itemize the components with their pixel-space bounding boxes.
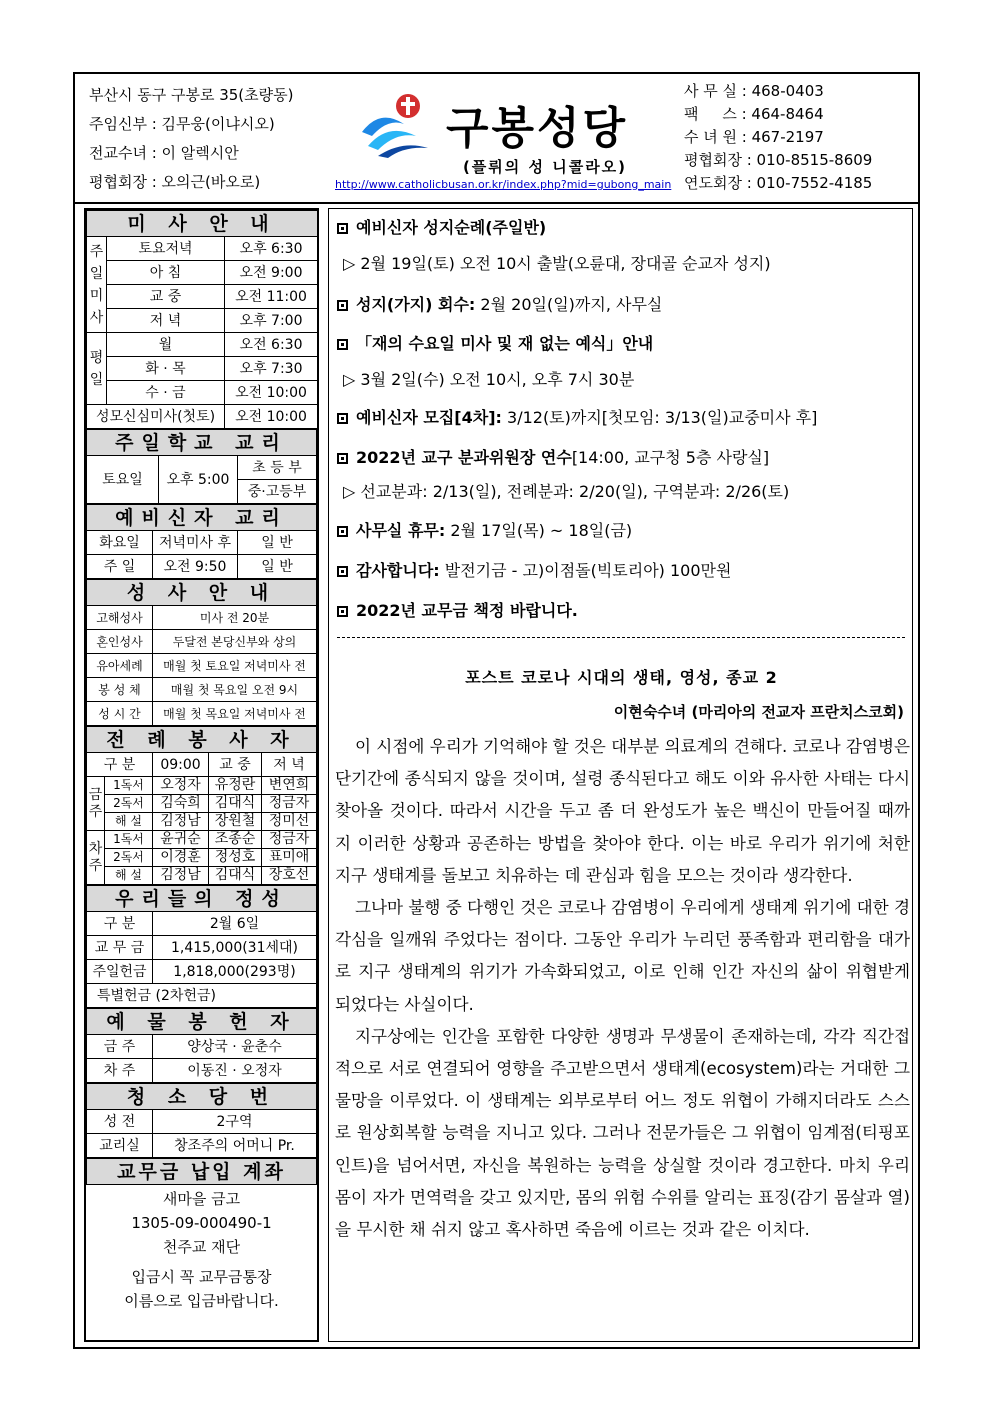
square-bullet-icon bbox=[337, 413, 348, 424]
notice-item bbox=[337, 558, 731, 581]
square-bullet-icon bbox=[337, 526, 348, 537]
class-group: 일 반 bbox=[238, 555, 317, 579]
cleaning-group: 창조주의 어머니 Pr. bbox=[153, 1134, 317, 1158]
server: 오정자 bbox=[153, 777, 209, 795]
server: 변연희 bbox=[262, 777, 317, 795]
article-author: 이현숙수녀 (마리아의 전교자 프란치스코회) bbox=[613, 703, 904, 721]
sacrament-name: 고해성사 bbox=[87, 606, 153, 630]
gift-week: 차 주 bbox=[87, 1059, 153, 1083]
deposit-notice: 입금시 꼭 교무금통장 bbox=[131, 1268, 272, 1286]
notice-heading: 「재의 수요일 미사 및 재 없는 예식」안내 bbox=[356, 334, 654, 353]
server: 김대식 bbox=[209, 867, 262, 885]
school-time: 오후 5:00 bbox=[159, 456, 238, 504]
mass-name: 교 중 bbox=[107, 285, 225, 309]
notice-text: 2월 17일(목) ~ 18일(금) bbox=[445, 521, 633, 540]
class-day: 주 일 bbox=[87, 555, 153, 579]
server: 김숙희 bbox=[153, 795, 209, 813]
news-column bbox=[328, 208, 913, 1342]
notice-text: 발전기금 - 고)이점돌(빅토리아) 100만원 bbox=[439, 561, 732, 580]
article-paragraph: 그나마 불행 중 다행인 것은 코로나 감염병이 우리에게 생태계 위기에 대한 경각심을 일깨워 주었다는 점이다. 그동안 우리가 누리던 풍족함과 편리함을 대가로 지구 생태계의 위기가 가속화되었고, 이로 인해 인간 자신의 삶이 위협받게 되었다는 사실이다. bbox=[335, 898, 910, 1014]
special-mass-time: 오전 10:00 bbox=[225, 405, 318, 429]
notice-detail: ▷ 선교분과: 2/13(일), 전례분과: 2/20(일), 구역분과: 2/26(토) bbox=[343, 482, 790, 501]
account-number: 1305-09-000490-1 bbox=[131, 1214, 272, 1232]
notice-item bbox=[337, 518, 632, 541]
notice-text: 3/12(토)까지[첫모임: 3/13(일)교중미사 후] bbox=[501, 408, 818, 427]
church-logo-icon bbox=[358, 88, 444, 160]
square-bullet-icon bbox=[337, 566, 348, 577]
parish-url-link[interactable]: http://www.catholicbusan.or.kr/index.php?mid=gubong_main bbox=[335, 178, 672, 191]
server: 이경훈 bbox=[153, 849, 209, 867]
notice-heading: 예비신자 모집[4차]: bbox=[356, 408, 502, 427]
mass-table bbox=[86, 210, 318, 429]
deposit-notice: 이름으로 입금바랍니다. bbox=[124, 1292, 279, 1310]
offering-label: 교 무 금 bbox=[87, 936, 153, 960]
special-mass-name: 성모신심미사(첫토) bbox=[87, 405, 225, 429]
notice-item bbox=[337, 598, 578, 621]
sunday-school-table bbox=[86, 429, 317, 504]
sacrament-info: 매월 첫 목요일 오전 9시 bbox=[153, 678, 317, 702]
mass-time: 오전 6:30 bbox=[225, 333, 318, 357]
server: 표미애 bbox=[262, 849, 317, 867]
liturgy-head: 09:00 bbox=[153, 753, 209, 777]
sister: 전교수녀 : 이 알렉시안 bbox=[89, 144, 239, 162]
notice-item bbox=[337, 331, 653, 354]
account-title: 교무금 납입 계좌 bbox=[87, 1159, 317, 1185]
bulletin-frame bbox=[73, 72, 920, 1349]
notice-heading: 2022년 교무금 책정 바랍니다. bbox=[356, 601, 578, 620]
sacrament-info: 미사 전 20분 bbox=[153, 606, 317, 630]
mass-name: 토요저녁 bbox=[107, 237, 225, 261]
notice-item bbox=[337, 445, 769, 468]
liturgy-head: 저 녁 bbox=[262, 753, 317, 777]
role: 2독서 bbox=[105, 849, 153, 867]
notice-heading: 2022년 교구 분과위원장 연수 bbox=[356, 448, 572, 467]
role: 1독서 bbox=[105, 831, 153, 849]
notice-detail: ▷ 2월 19일(토) 오전 10시 출발(오륜대, 장대골 순교자 성지) bbox=[343, 254, 771, 273]
catechumen-table bbox=[86, 504, 317, 579]
cleaning-place: 교리실 bbox=[87, 1134, 153, 1158]
server: 윤귀순 bbox=[153, 831, 209, 849]
offering-value: 1,415,000(31세대) bbox=[153, 936, 317, 960]
mass-time: 오후 7:00 bbox=[225, 309, 318, 333]
notice-text: 2월 20일(일)까지, 사무실 bbox=[475, 295, 663, 314]
office-phone: 사 무 실 : 468-0403 bbox=[684, 82, 824, 100]
mass-time: 오전 10:00 bbox=[225, 381, 318, 405]
offering-title: 우리들의 정성 bbox=[87, 886, 317, 912]
gifts-title: 예 물 봉 헌 자 bbox=[87, 1009, 317, 1035]
notice-item bbox=[337, 405, 817, 428]
class-group: 일 반 bbox=[238, 531, 317, 555]
school-group: 초 등 부 bbox=[238, 456, 317, 480]
server: 김대식 bbox=[209, 795, 262, 813]
notice-item bbox=[337, 292, 662, 315]
liturgy-title: 전 례 봉 사 자 bbox=[87, 727, 317, 753]
council-president: 평협회장 : 오의근(바오로) bbox=[89, 173, 261, 191]
server: 유정란 bbox=[209, 777, 262, 795]
divider bbox=[337, 637, 905, 638]
article-paragraph: 지구상에는 인간을 포함한 다양한 생명과 무생물이 존재하는데, 각각 직간접적으로 서로 연결되어 영향을 주고받으면서 생태계(ecosystem)라는 거대한 그물망을 이루었다. 이 생태계는 외부로부터 어느 정도 위협이 가해지더라도 스스로 원상회복할 능력을 지니고 있다. 그러나 전문가들은 그 위협이 임계점(티핑포인트)을 넘어서면, 자신을 복원하는 능력을 상실할 것이라 경고한다. 마치 우리 몸이 자가 면역력을 갖고 있지만, 몸의 위험 수위를 알리는 표징(감기 몸살과 열)을 무시한 채 쉬지 않고 혹사하면 죽음에 이르는 것과 같은 이치다. bbox=[335, 1026, 910, 1240]
council-phone: 평협회장 : 010-8515-8609 bbox=[684, 151, 873, 169]
sacraments-table bbox=[86, 579, 317, 726]
notice-heading: 성지(가지) 회수: bbox=[356, 295, 476, 314]
sacrament-name: 봉 성 체 bbox=[87, 678, 153, 702]
school-group: 중·고등부 bbox=[238, 480, 317, 504]
gift-offerers-table bbox=[86, 1008, 317, 1083]
cleaning-group: 2구역 bbox=[153, 1110, 317, 1134]
sunday-school-title: 주일학교 교리 bbox=[87, 430, 317, 456]
sacrament-info: 매월 첫 토요일 저녁미사 전 bbox=[153, 654, 317, 678]
notice-item bbox=[337, 215, 546, 238]
sacrament-info: 두달전 본당신부와 상의 bbox=[153, 630, 317, 654]
weekday-mass-label: 평일 bbox=[87, 333, 107, 405]
liturgy-head: 교 중 bbox=[209, 753, 262, 777]
server: 정금자 bbox=[262, 831, 317, 849]
sacraments-title: 성 사 안 내 bbox=[87, 580, 317, 606]
square-bullet-icon bbox=[337, 300, 348, 311]
account-table bbox=[86, 1158, 317, 1185]
notice-text: [14:00, 교구청 5층 사랑실] bbox=[571, 448, 770, 467]
notice-heading: 예비신자 성지순례(주일반) bbox=[356, 218, 547, 237]
sacrament-name: 혼인성사 bbox=[87, 630, 153, 654]
notice-heading: 감사합니다: bbox=[356, 561, 440, 580]
liturgy-servers-table bbox=[86, 726, 317, 885]
notice-detail: ▷ 3월 2일(수) 오전 10시, 오후 7시 30분 bbox=[343, 370, 635, 389]
parish-name: 구봉성당 bbox=[446, 103, 629, 154]
mass-time: 오후 7:30 bbox=[225, 357, 318, 381]
offering-label: 구 분 bbox=[87, 912, 153, 936]
account-holder: 천주교 재단 bbox=[162, 1238, 241, 1256]
pastor: 주임신부 : 김무웅(이냐시오) bbox=[89, 115, 275, 133]
role: 2독서 bbox=[105, 795, 153, 813]
funeral-phone: 연도회장 : 010-7552-4185 bbox=[684, 174, 873, 192]
role: 해 설 bbox=[105, 867, 153, 885]
catechumen-title: 예비신자 교리 bbox=[87, 505, 317, 531]
mass-time: 오전 9:00 bbox=[225, 261, 318, 285]
role: 해 설 bbox=[105, 813, 153, 831]
server: 정미선 bbox=[262, 813, 317, 831]
parish-patron: (플뤼의 성 니콜라오) bbox=[462, 158, 628, 176]
server: 장원철 bbox=[209, 813, 262, 831]
offering-value: 2월 6일 bbox=[153, 912, 317, 936]
gift-week: 금 주 bbox=[87, 1035, 153, 1059]
info-column bbox=[84, 208, 319, 1342]
cleaning-place: 성 전 bbox=[87, 1110, 153, 1134]
mass-name: 아 침 bbox=[107, 261, 225, 285]
server: 장호선 bbox=[262, 867, 317, 885]
liturgy-head: 구 분 bbox=[87, 753, 153, 777]
mass-name: 화 · 목 bbox=[107, 357, 225, 381]
article-title: 포스트 코로나 시대의 생태, 영성, 종교 2 bbox=[465, 668, 778, 687]
server: 김정남 bbox=[153, 867, 209, 885]
offering-value: 1,818,000(293명) bbox=[153, 960, 317, 984]
convent-phone: 수 녀 원 : 467-2197 bbox=[684, 128, 824, 146]
cleaning-table bbox=[86, 1083, 317, 1158]
cleaning-title: 청 소 당 번 bbox=[87, 1084, 317, 1110]
mass-time: 오전 11:00 bbox=[225, 285, 318, 309]
server: 정금자 bbox=[262, 795, 317, 813]
gift-names: 이동진 · 오정자 bbox=[153, 1059, 317, 1083]
sacrament-name: 성 시 간 bbox=[87, 702, 153, 726]
offering-label: 주일헌금 bbox=[87, 960, 153, 984]
sacrament-info: 매월 첫 목요일 저녁미사 전 bbox=[153, 702, 317, 726]
mass-name: 월 bbox=[107, 333, 225, 357]
mass-time: 오후 6:30 bbox=[225, 237, 318, 261]
server: 조종순 bbox=[209, 831, 262, 849]
role: 1독서 bbox=[105, 777, 153, 795]
notice-heading: 사무실 휴무: bbox=[356, 521, 446, 540]
next-week-label: 차주 bbox=[87, 831, 105, 885]
mass-title: 미 사 안 내 bbox=[87, 211, 318, 237]
bank-name: 새마을 금고 bbox=[162, 1190, 241, 1208]
account-info bbox=[86, 1185, 317, 1313]
server: 정성호 bbox=[209, 849, 262, 867]
school-day: 토요일 bbox=[87, 456, 159, 504]
offering-table bbox=[86, 885, 317, 1008]
square-bullet-icon bbox=[337, 453, 348, 464]
mass-name: 수 · 금 bbox=[107, 381, 225, 405]
header bbox=[75, 74, 918, 204]
special-offering: 특별헌금 (2차헌금) bbox=[87, 984, 317, 1008]
gift-names: 양상국 · 윤춘수 bbox=[153, 1035, 317, 1059]
sunday-mass-label: 주일미사 bbox=[87, 237, 107, 333]
square-bullet-icon bbox=[337, 339, 348, 350]
article-body bbox=[335, 731, 910, 1246]
article-paragraph: 이 시점에 우리가 기억해야 할 것은 대부분 의료계의 견해다. 코로나 감염병은 단기간에 종식되지 않을 것이며, 설령 종식된다고 해도 이와 유사한 사태는 다시 찾아올 것이다. 따라서 시간을 두고 좀 더 완성도가 높은 백신이 만들어질 때까지 이러한 상황과 공존하는 방법을 찾아야 한다. 이는 바로 우리가 위기에 처한 지구 생태계를 돌보고 치유하는 데 관심과 힘을 모으는 것이라 생각한다. bbox=[335, 737, 910, 885]
server: 김정남 bbox=[153, 813, 209, 831]
class-time: 오전 9:50 bbox=[153, 555, 238, 579]
class-day: 화요일 bbox=[87, 531, 153, 555]
mass-name: 저 녁 bbox=[107, 309, 225, 333]
square-bullet-icon bbox=[337, 223, 348, 234]
class-time: 저녁미사 후 bbox=[153, 531, 238, 555]
square-bullet-icon bbox=[337, 606, 348, 617]
fax: 팩 스 : 464-8464 bbox=[684, 105, 824, 123]
this-week-label: 금주 bbox=[87, 777, 105, 831]
address: 부산시 동구 구봉로 35(초량동) bbox=[89, 86, 294, 104]
sacrament-name: 유아세례 bbox=[87, 654, 153, 678]
